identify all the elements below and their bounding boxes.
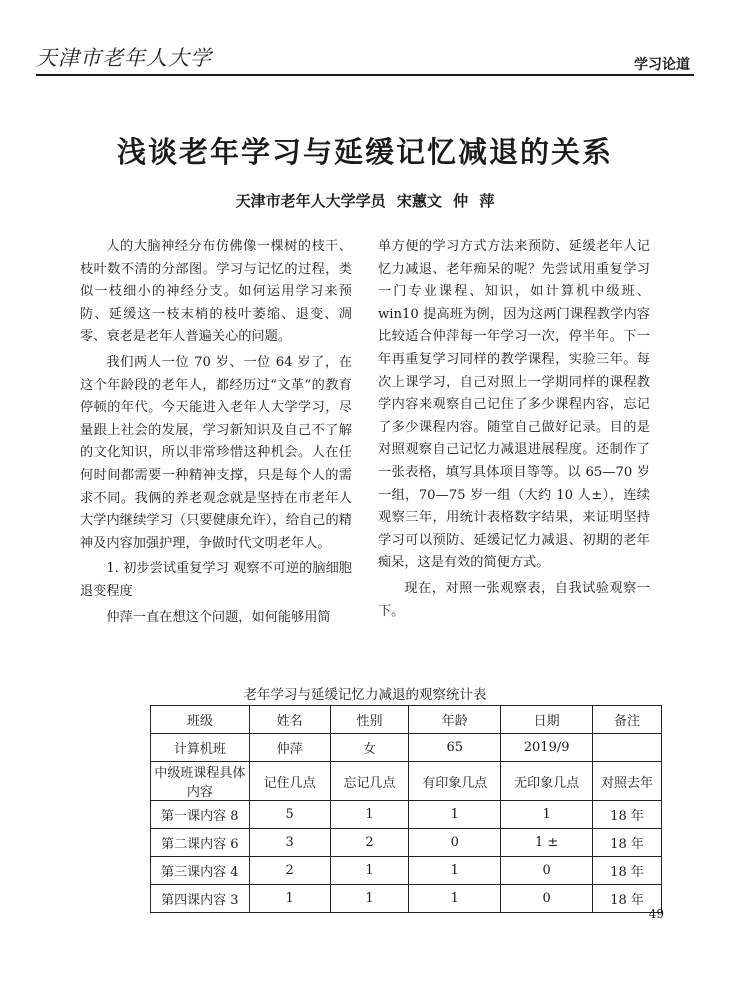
table-cell: 无印象几点 [501,762,593,801]
section-heading: 1. 初步尝试重复学习 观察不可逆的脑细胞退变程度 [80,561,352,599]
table-cell: 女 [330,734,409,762]
table-cell: 第二课内容 6 [151,829,250,857]
article-byline: 天津市老年人大学学员 宋蕙文 仲 萍 [235,192,495,210]
paragraph: 单方便的学习方式方法来预防、延缓老年人记忆力减退、老年痴呆的呢？先尝试用重复学习一门专业课程、知识，如计算机中级班、win10 提高班为例，因为这两门课程教学内容比较适合仲萍每一年学习一次，停半年。下一年再重复学习同样的教学课程，实验三年。每次上课学习，自己对照上一学期同样的课程教学内容来观察自己记住了多少课程内容，忘记了多少课程内容。随堂自己做好记录。目的是对照观察自己记忆力减退进展程度。还制作了一张表格，填写具体项目等等。以 65—70 岁一组，70—75 岁一组（大约 10 人±），连续观察三年，用统计表格数字结果，来证明坚持学习可以预防、延缓记忆力减退、初期的老年痴呆，这是有效的简便方式。 [378,239,650,571]
table-cell: 对照去年 [593,762,662,801]
left-column [80,236,352,632]
journal-logo: 天津市老年人大学 [36,46,212,70]
table-cell: 忘记几点 [330,762,409,801]
table-cell: 2 [249,857,330,885]
table-cell: 班级 [151,706,250,734]
table-cell: 有印象几点 [409,762,501,801]
table-cell: 5 [249,801,330,829]
table-cell: 18 年 [593,885,662,913]
table-cell: 0 [409,829,501,857]
observation-table [150,705,662,913]
table-cell: 3 [249,829,330,857]
article-title: 浅谈老年学习与延缓记忆减退的关系 [116,135,613,169]
table-cell: 18 年 [593,857,662,885]
table-row [151,762,662,801]
table-cell: 记住几点 [249,762,330,801]
table-cell: 0 [501,885,593,913]
table-cell: 1 ± [501,829,593,857]
table-cell: 1 [501,801,593,829]
right-column [378,236,650,626]
table-row [151,857,662,885]
table-cell: 年龄 [409,706,501,734]
table-cell: 2 [330,829,409,857]
table-cell: 65 [409,734,501,762]
table-row [151,734,662,762]
table-cell: 第四课内容 3 [151,885,250,913]
table-cell: 1 [330,885,409,913]
table-cell [593,734,662,762]
table-cell: 1 [409,801,501,829]
table-cell: 1 [330,801,409,829]
table-cell: 0 [501,857,593,885]
paragraph: 现在，对照一张观察表，自我试验观察一下。 [378,580,650,619]
table-cell: 1 [409,857,501,885]
table-cell: 仲萍 [249,734,330,762]
table-cell: 姓名 [249,706,330,734]
table-row [151,885,662,913]
table-cell: 日期 [501,706,593,734]
page-header [36,40,694,76]
table-cell: 中级班课程具体内容 [151,762,250,801]
section-tag: 学习论道 [634,57,690,73]
table-cell: 18 年 [593,829,662,857]
paragraph: 我们两人一位 70 岁、一位 64 岁了，在这个年龄段的老年人，都经历过“文革”的教育停顿的年代。今天能进入老年人大学学习，尽量跟上社会的发展，学习新知识及自己不了解的文化知识，所以非常珍惜这种机会。人在任何时间都需要一种精神支撑，只是每个人的需求不同。我俩的养老观念就是坚持在市老年人大学内继续学习（只要健康允许），给自己的精神及内容加强护理，争做时代文明老年人。 [80,354,352,551]
table-cell: 备注 [593,706,662,734]
table-cell: 18 年 [593,801,662,829]
table-cell: 性别 [330,706,409,734]
table-caption: 老年学习与延缓记忆力减退的观察统计表 [243,687,487,703]
table-cell: 1 [409,885,501,913]
table-row [151,801,662,829]
table-cell: 第三课内容 4 [151,857,250,885]
paragraph: 仲萍一直在想这个问题，如何能够用简 [106,609,331,625]
table-row [151,706,662,734]
table-row [151,829,662,857]
table-cell: 1 [249,885,330,913]
table-cell: 第一课内容 8 [151,801,250,829]
paragraph: 人的大脑神经分布仿佛像一棵树的枝干、枝叶数不清的分部图。学习与记忆的过程，类似一枝细小的神经分支。如何运用学习来预防、延缓这一枝末梢的枝叶萎缩、退变、凋零、衰老是老年人普遍关心的问题。 [80,239,352,345]
table-cell: 2019/9 [501,734,593,762]
table-cell: 1 [330,857,409,885]
page-number: 49 [648,907,664,921]
table-cell: 计算机班 [151,734,250,762]
